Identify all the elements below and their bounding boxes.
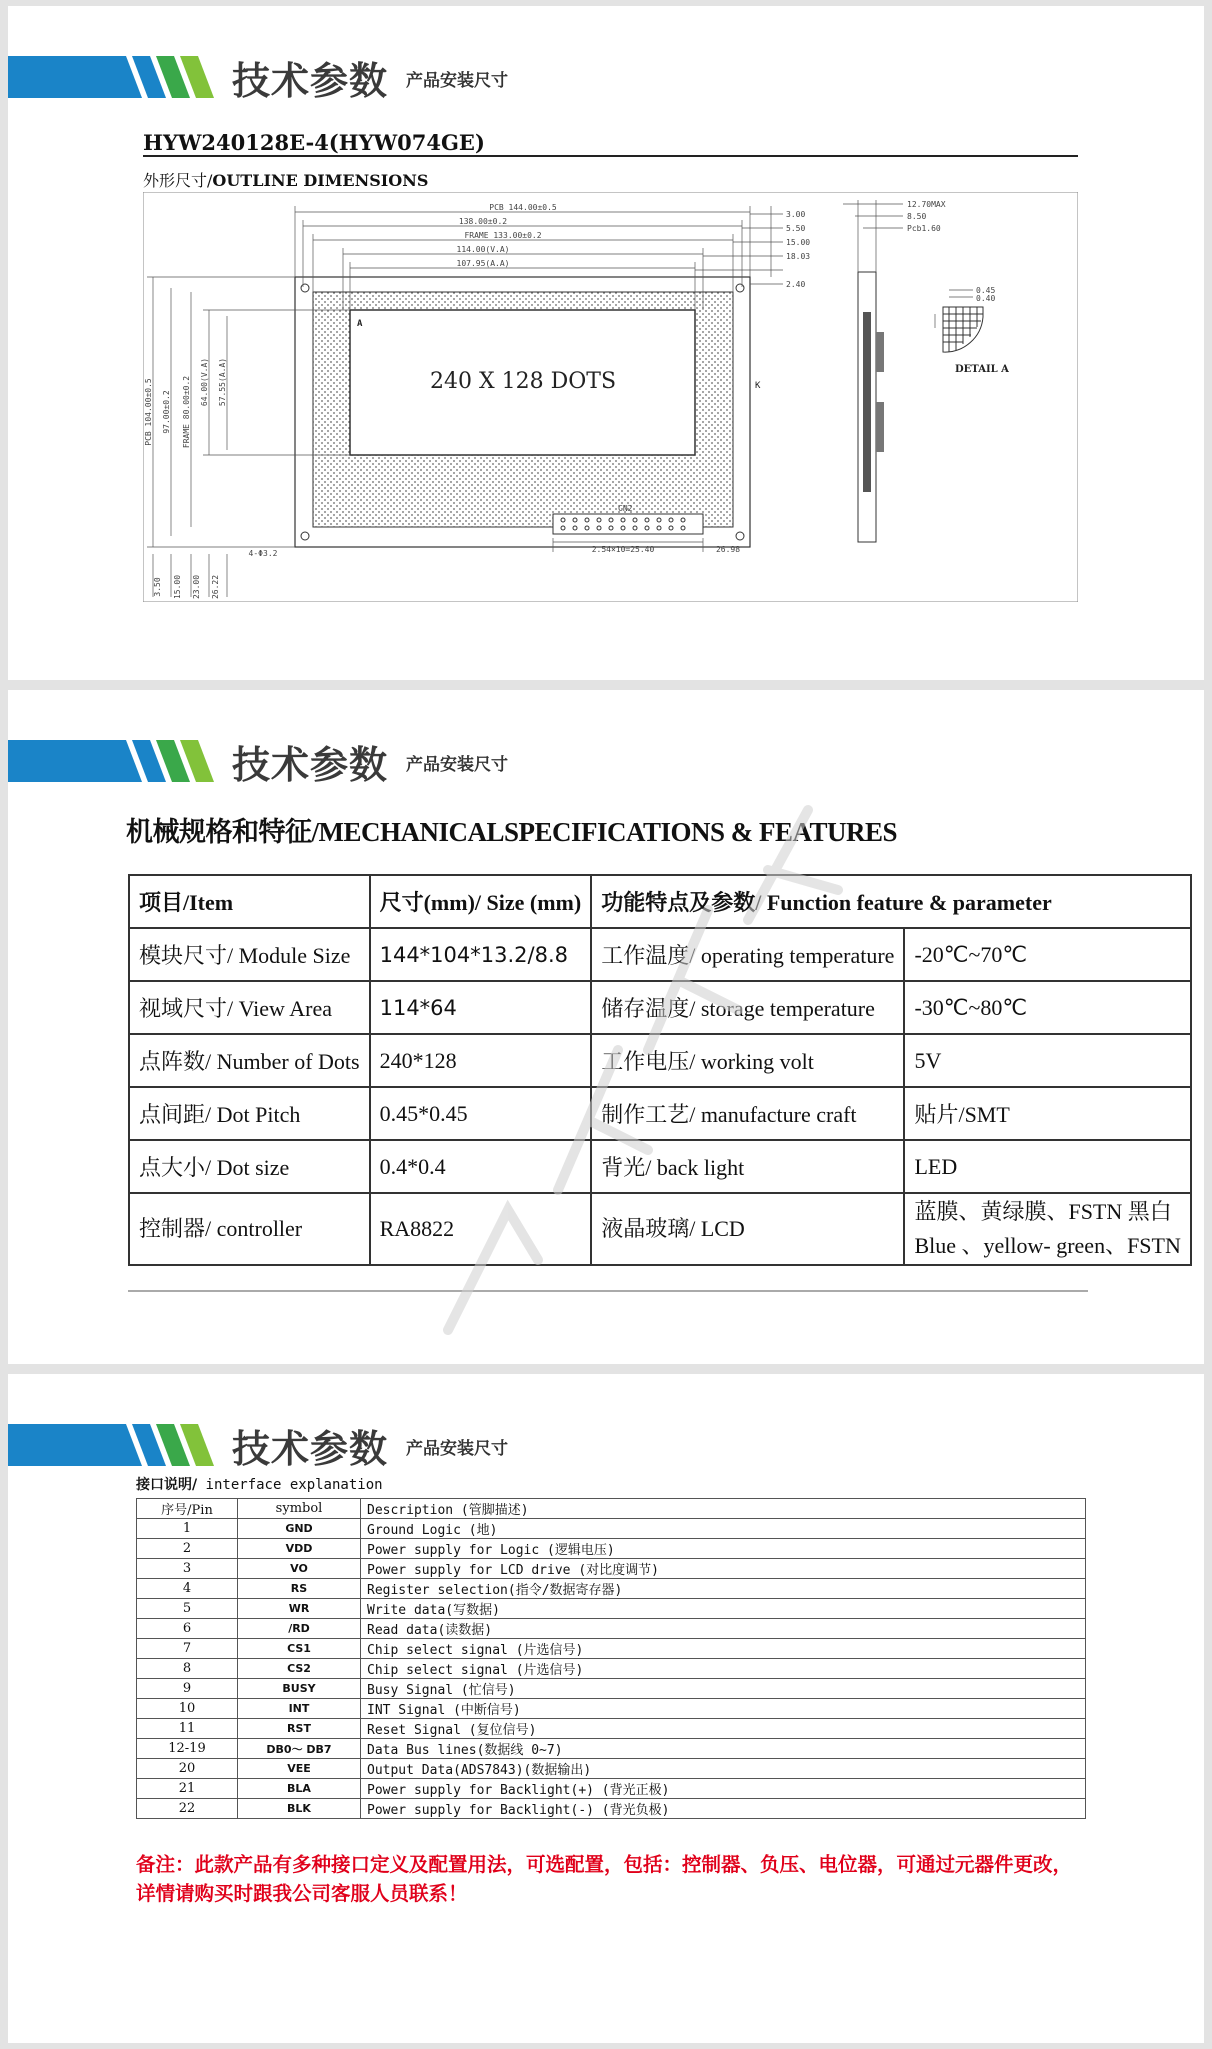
header-stripes-icon xyxy=(8,1424,228,1466)
pin-cell: 6 xyxy=(137,1619,238,1639)
dim-top: 114.00(V.A) xyxy=(456,245,510,254)
pin-cell: 8 xyxy=(137,1659,238,1679)
table-row xyxy=(137,1679,1086,1699)
table-row xyxy=(137,1659,1086,1679)
dim-bottom: 15.00 xyxy=(173,574,182,600)
value-cell: 5V xyxy=(904,1034,1190,1087)
item-cell: 点阵数/ Number of Dots xyxy=(129,1034,370,1087)
interface-table xyxy=(136,1498,1086,1819)
item-cell: 点大小/ Dot size xyxy=(129,1140,370,1193)
table-bottom-rule xyxy=(128,1290,1088,1292)
table-row xyxy=(137,1739,1086,1759)
table-row xyxy=(137,1699,1086,1719)
table-row xyxy=(129,1087,1191,1140)
symbol-cell: INT xyxy=(238,1699,361,1719)
section-header xyxy=(8,1416,1204,1470)
dim-right: 18.03 xyxy=(786,252,811,261)
model-underline xyxy=(143,155,1078,157)
detail-dim: 0.45 xyxy=(976,286,996,295)
dim-left: 97.00±0.2 xyxy=(162,390,171,434)
side-dim: 12.70MAX xyxy=(907,200,946,209)
table-row xyxy=(129,928,1191,981)
mechanical-specs-card xyxy=(8,690,1204,1364)
pin-cell: 9 xyxy=(137,1679,238,1699)
description-cell: INT Signal (中断信号) xyxy=(361,1699,1086,1719)
header-cell: symbol xyxy=(238,1499,361,1519)
symbol-cell: RS xyxy=(238,1579,361,1599)
dim-top: PCB 144.00±0.5 xyxy=(489,203,557,212)
outline-title: 外形尺寸/OUTLINE DIMENSIONS xyxy=(143,171,429,190)
pin-cell: 4 xyxy=(137,1579,238,1599)
symbol-cell: VEE xyxy=(238,1759,361,1779)
section-title: 技术参数 xyxy=(232,59,389,103)
side-dim: 8.50 xyxy=(907,212,927,221)
table-row xyxy=(137,1599,1086,1619)
size-cell: 0.4*0.4 xyxy=(370,1140,592,1193)
dim-right: 3.00 xyxy=(786,210,806,219)
section-subtitle: 产品安装尺寸 xyxy=(406,755,508,775)
pin-cell: 7 xyxy=(137,1639,238,1659)
description-cell: Power supply for Backlight(+) (背光正极) xyxy=(361,1779,1086,1799)
pin-cell: 11 xyxy=(137,1719,238,1739)
marker-k: K xyxy=(755,381,761,391)
value-cell: 蓝膜、黄绿膜、FSTN 黑白 Blue 、yellow- green、FSTN xyxy=(904,1193,1190,1265)
symbol-cell: CS2 xyxy=(238,1659,361,1679)
interface-title: 接口说明/ interface explanation xyxy=(136,1477,383,1493)
dim-bottom: 26.22 xyxy=(211,574,220,600)
connector-label: CN2 xyxy=(618,504,633,513)
section-subtitle: 产品安装尺寸 xyxy=(406,1439,508,1459)
size-cell: 240*128 xyxy=(370,1034,592,1087)
pin-cell: 10 xyxy=(137,1699,238,1719)
symbol-cell: RST xyxy=(238,1719,361,1739)
marker-a: A xyxy=(357,319,363,329)
value-cell: LED xyxy=(904,1140,1190,1193)
feature-cell: 工作电压/ working volt xyxy=(591,1034,904,1087)
table-row xyxy=(137,1719,1086,1739)
feature-cell: 液晶玻璃/ LCD xyxy=(591,1193,904,1265)
dim-top: 138.00±0.2 xyxy=(458,217,508,226)
pin-cell: 12-19 xyxy=(137,1739,238,1759)
symbol-cell: WR xyxy=(238,1599,361,1619)
dim-top: 107.95(A.A) xyxy=(456,259,510,268)
symbol-cell: BLK xyxy=(238,1799,361,1819)
value-cell: -30℃~80℃ xyxy=(904,981,1190,1034)
feature-cell: 制作工艺/ manufacture craft xyxy=(591,1087,904,1140)
dim-left: 64.00(V.A) xyxy=(200,357,209,407)
item-cell: 视域尺寸/ View Area xyxy=(129,981,370,1034)
symbol-cell: BUSY xyxy=(238,1679,361,1699)
section-header xyxy=(8,732,1204,786)
dim-right: 5.50 xyxy=(786,224,806,233)
header-cell: 功能特点及参数/ Function feature & parameter xyxy=(591,875,1191,928)
description-cell: Busy Signal (忙信号) xyxy=(361,1679,1086,1699)
size-cell: RA8822 xyxy=(370,1193,592,1265)
dim-right: 15.00 xyxy=(786,238,811,247)
table-row xyxy=(137,1519,1086,1539)
value-cell: -20℃~70℃ xyxy=(904,928,1190,981)
section-subtitle: 产品安装尺寸 xyxy=(406,71,508,91)
size-cell: 144*104*13.2/8.8 xyxy=(370,928,592,981)
outline-drawing xyxy=(143,192,1078,602)
interface-card xyxy=(8,1374,1204,2043)
pin-cell: 22 xyxy=(137,1799,238,1819)
table-row xyxy=(137,1759,1086,1779)
table-header-row xyxy=(129,875,1191,928)
header-stripes-icon xyxy=(8,56,228,98)
description-cell: Write data(写数据) xyxy=(361,1599,1086,1619)
description-cell: Register selection(指令/数据寄存器) xyxy=(361,1579,1086,1599)
dim-top: FRAME 133.00±0.2 xyxy=(464,231,542,240)
symbol-cell: DB0～ DB7 xyxy=(238,1739,361,1759)
header-cell: 项目/Item xyxy=(129,875,370,928)
table-row xyxy=(137,1779,1086,1799)
table-row xyxy=(137,1619,1086,1639)
mechanical-title: 机械规格和特征/MECHANICALSPECIFICATIONS & FEATURES xyxy=(126,817,898,847)
dim-bottom: 3.50 xyxy=(153,577,162,597)
pin-cell: 5 xyxy=(137,1599,238,1619)
description-cell: Ground Logic (地) xyxy=(361,1519,1086,1539)
item-cell: 模块尺寸/ Module Size xyxy=(129,928,370,981)
section-header xyxy=(8,48,1204,102)
pin-cell: 20 xyxy=(137,1759,238,1779)
dim-left: FRAME 80.00±0.2 xyxy=(182,375,191,449)
description-cell: Output Data(ADS7843)(数据输出) xyxy=(361,1759,1086,1779)
size-cell: 0.45*0.45 xyxy=(370,1087,592,1140)
table-row xyxy=(129,1193,1191,1265)
symbol-cell: VDD xyxy=(238,1539,361,1559)
header-cell: 尺寸(mm)/ Size (mm) xyxy=(370,875,592,928)
dim-bottom: 4-Φ3.2 xyxy=(248,549,278,558)
table-row xyxy=(137,1639,1086,1659)
table-header-row xyxy=(137,1499,1086,1519)
section-title: 技术参数 xyxy=(232,743,389,787)
table-row xyxy=(129,1034,1191,1087)
symbol-cell: GND xyxy=(238,1519,361,1539)
red-note: 备注：此款产品有多种接口定义及配置用法，可选配置，包括：控制器、负压、电位器，可通过元器件更改，详情请购买时跟我公司客服人员联系！ xyxy=(136,1853,1073,1905)
table-row xyxy=(137,1579,1086,1599)
description-cell: Power supply for Backlight(-) (背光负极) xyxy=(361,1799,1086,1819)
item-cell: 控制器/ controller xyxy=(129,1193,370,1265)
mechanical-specs-table xyxy=(128,874,1192,1266)
detail-dim: 0.40 xyxy=(976,294,996,303)
description-cell: Chip select signal (片选信号) xyxy=(361,1639,1086,1659)
table-row xyxy=(137,1559,1086,1579)
symbol-cell: /RD xyxy=(238,1619,361,1639)
symbol-cell: CS1 xyxy=(238,1639,361,1659)
table-row xyxy=(137,1539,1086,1559)
pin-cell: 21 xyxy=(137,1779,238,1799)
description-cell: Reset Signal (复位信号) xyxy=(361,1719,1086,1739)
symbol-cell: BLA xyxy=(238,1779,361,1799)
description-cell: Data Bus lines(数据线 0~7) xyxy=(361,1739,1086,1759)
feature-cell: 储存温度/ storage temperature xyxy=(591,981,904,1034)
dim-left: 57.55(A.A) xyxy=(218,357,227,407)
description-cell: Power supply for LCD drive (对比度调节) xyxy=(361,1559,1086,1579)
dim-bottom: 2.54×10=25.40 xyxy=(591,545,655,554)
dim-right: 2.40 xyxy=(786,280,806,289)
item-cell: 点间距/ Dot Pitch xyxy=(129,1087,370,1140)
screen-text: 240 X 128 DOTS xyxy=(429,369,617,394)
pin-cell: 3 xyxy=(137,1559,238,1579)
connector-cn2 xyxy=(553,514,703,534)
section-title: 技术参数 xyxy=(232,1427,389,1471)
header-cell: 序号/Pin xyxy=(137,1499,238,1519)
table-row xyxy=(129,981,1191,1034)
pin-cell: 2 xyxy=(137,1539,238,1559)
symbol-cell: VO xyxy=(238,1559,361,1579)
side-dim: Pcb1.60 xyxy=(907,224,941,233)
feature-cell: 背光/ back light xyxy=(591,1140,904,1193)
description-cell: Read data(读数据) xyxy=(361,1619,1086,1639)
dim-bottom: 23.00 xyxy=(192,574,201,600)
dim-bottom: 26.98 xyxy=(715,545,741,554)
detail-label: DETAIL A xyxy=(955,364,1009,375)
table-row xyxy=(137,1799,1086,1819)
value-cell: 贴片/SMT xyxy=(904,1087,1190,1140)
table-row xyxy=(129,1140,1191,1193)
header-stripes-icon xyxy=(8,740,228,782)
pin-cell: 1 xyxy=(137,1519,238,1539)
description-cell: Chip select signal (片选信号) xyxy=(361,1659,1086,1679)
dim-left: PCB 104.00±0.5 xyxy=(144,378,153,446)
size-cell: 114*64 xyxy=(370,981,592,1034)
outline-dimensions-card xyxy=(8,6,1204,680)
model-number: HYW240128E-4(HYW074GE) xyxy=(143,130,485,155)
feature-cell: 工作温度/ operating temperature xyxy=(591,928,904,981)
header-cell: Description (管脚描述) xyxy=(361,1499,1086,1519)
description-cell: Power supply for Logic (逻辑电压) xyxy=(361,1539,1086,1559)
